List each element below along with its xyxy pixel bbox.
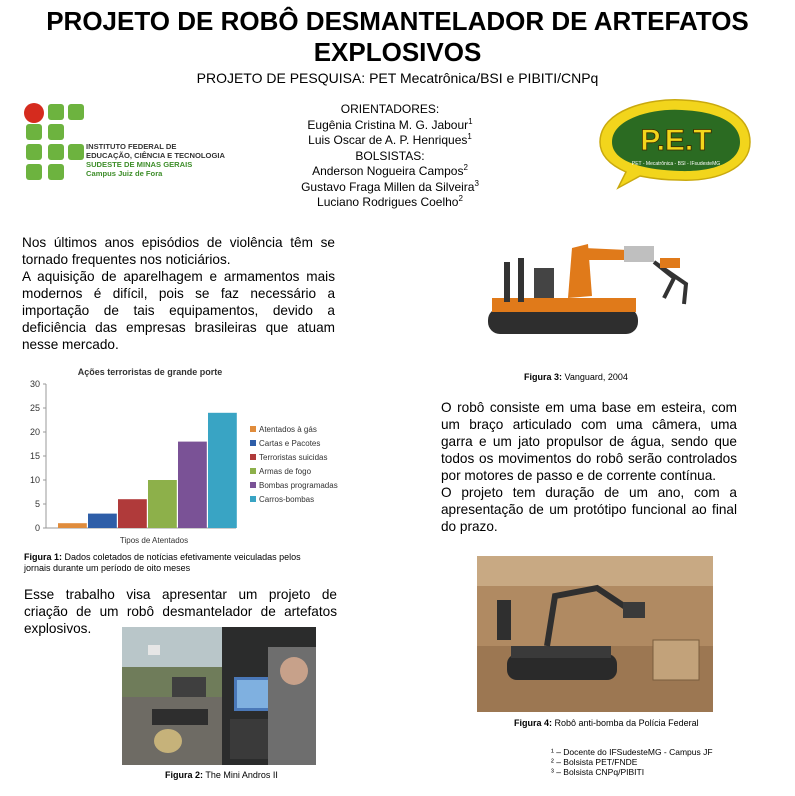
orientador-2: Luis Oscar de A. P. Henriques$^1$ bbox=[308, 132, 472, 147]
chart-y-tick-label: 15 bbox=[29, 451, 40, 461]
figure-1-label: Figura 1: bbox=[24, 552, 63, 562]
mini-andros-image bbox=[122, 627, 316, 765]
figure-4-caption bbox=[514, 718, 714, 729]
bolsista-2: Gustavo Fraga Millen da Silveira$^3$ bbox=[301, 178, 479, 194]
figure-1-text: Dados coletados de notícias efetivamente veiculadas pelos jornais durante um período de oito meses bbox=[24, 552, 301, 573]
figure-4-text: Robô anti-bomba da Polícia Federal bbox=[552, 718, 699, 728]
title-line-1: PROJETO DE ROBÔ DESMANTELADOR DE ARTEFATOS bbox=[46, 6, 749, 36]
legend-swatch bbox=[250, 468, 256, 474]
title-line-2: EXPLOSIVOS bbox=[313, 37, 482, 67]
figure-2-caption bbox=[165, 770, 345, 781]
intro-paragraph: Nos últimos anos episódios de violência têm se tornado frequentes nos noticiários. A aquisição de aparelhagem e armamentos mais modernos é difícil, pois se faz necessário a importação de tais equipamentos, devido a deficiência das empresas brasileiras que atuam nesse mercado. bbox=[22, 235, 335, 352]
legend-swatch bbox=[250, 496, 256, 502]
pet-logo bbox=[590, 92, 760, 192]
chart-y-tick-label: 30 bbox=[29, 379, 40, 389]
police-robot-image bbox=[477, 556, 713, 712]
chart-xlabel: Tipos de Atentados bbox=[119, 536, 189, 545]
pet-logo-tagline: PET - Mecatrônica - BSI - IFsudesteMG bbox=[631, 161, 721, 167]
credits-block bbox=[255, 102, 525, 211]
legend-label: Armas de fogo bbox=[259, 467, 312, 476]
figure-3-label: Figura 3: bbox=[524, 372, 563, 382]
vanguard-robot-image bbox=[478, 232, 696, 364]
chart-bar bbox=[58, 523, 87, 528]
legend-label: Terroristas suicidas bbox=[259, 453, 328, 462]
ifet-line-4: Campus Juiz de Fora bbox=[86, 169, 163, 178]
chart-y-tick-label: 5 bbox=[34, 499, 40, 509]
chart-bar bbox=[208, 413, 237, 528]
footnotes bbox=[551, 747, 751, 777]
legend-swatch bbox=[250, 482, 256, 488]
bar-chart bbox=[18, 360, 368, 550]
figure-3-text: Vanguard, 2004 bbox=[562, 372, 628, 382]
chart-bar bbox=[88, 514, 117, 528]
ifet-line-2: EDUCAÇÃO, CIÊNCIA E TECNOLOGIA bbox=[86, 151, 225, 160]
legend-label: Bombas programadas bbox=[259, 481, 338, 490]
ifet-line-3: SUDESTE DE MINAS GERAIS bbox=[86, 160, 193, 169]
figure-4-photo bbox=[477, 556, 713, 712]
orientador-1: Eugênia Cristina M. G. Jabour$^1$ bbox=[307, 116, 473, 132]
figure-3-photo bbox=[478, 232, 696, 364]
footnote-1: ¹ – Docente do IFSudesteMG - Campus JF bbox=[551, 747, 713, 757]
pet-logo-letters: P.E.T bbox=[640, 124, 712, 157]
legend-swatch bbox=[250, 454, 256, 460]
figure-3-caption bbox=[524, 372, 674, 383]
chart-bar bbox=[148, 480, 177, 528]
chart-y-tick-label: 10 bbox=[29, 475, 40, 485]
ifet-line-1: INSTITUTO FEDERAL DE bbox=[86, 142, 177, 151]
legend-label: Cartas e Pacotes bbox=[259, 439, 321, 448]
footnote-3: ³ – Bolsista CNPq/PIBITI bbox=[551, 767, 645, 777]
chart-title: Ações terroristas de grande porte bbox=[77, 367, 223, 377]
chart-bars bbox=[58, 413, 237, 528]
legend-swatch bbox=[250, 426, 256, 432]
robot-paragraph: O robô consiste em uma base em esteira, com um braço articulado com uma câmera, uma garra e um jato propulsor de água, sendo que todos os movimentos do robô serão controlados por motores de passo e de corrente contínua. O projeto tem duração de um ano, com a apresentação de um protótipo funcional ao final do prazo. bbox=[441, 400, 737, 534]
chart-y-tick-label: 0 bbox=[34, 523, 40, 533]
bolsista-1: Anderson Nogueira Campos$^2$ bbox=[312, 163, 468, 178]
poster-title bbox=[0, 6, 795, 68]
chart-bar bbox=[118, 499, 147, 528]
legend-swatch bbox=[250, 440, 256, 446]
chart-y-tick-label: 20 bbox=[29, 427, 40, 437]
pet-logo-mark bbox=[590, 92, 760, 192]
poster-subtitle: PROJETO DE PESQUISA: PET Mecatrônica/BSI e PIBITI/CNPq bbox=[196, 70, 599, 86]
bolsista-3: Luciano Rodrigues Coelho$^2$ bbox=[317, 194, 463, 209]
chart-legend bbox=[250, 425, 338, 504]
work-paragraph: Esse trabalho visa apresentar um projeto de criação de um robô desmantelador de artefatos explosivos. bbox=[24, 587, 337, 636]
ifet-logo-text bbox=[86, 142, 225, 178]
figure-2-photo bbox=[122, 627, 316, 765]
chart-bar bbox=[178, 442, 207, 528]
orientadores-label: ORIENTADORES: bbox=[340, 102, 440, 116]
figure-1-caption bbox=[24, 552, 324, 574]
footnote-2: ² – Bolsista PET/FNDE bbox=[551, 757, 638, 767]
bolsistas-label: BOLSISTAS: bbox=[355, 148, 425, 163]
figure-2-text: The Mini Andros II bbox=[203, 770, 278, 780]
ifet-logo bbox=[24, 102, 224, 184]
legend-label: Atentados à gás bbox=[259, 425, 317, 434]
chart-y-tick-label: 25 bbox=[29, 403, 40, 413]
figure-2-label: Figura 2: bbox=[165, 770, 204, 780]
figure-4-label: Figura 4: bbox=[514, 718, 553, 728]
legend-label: Carros-bombas bbox=[259, 495, 315, 504]
